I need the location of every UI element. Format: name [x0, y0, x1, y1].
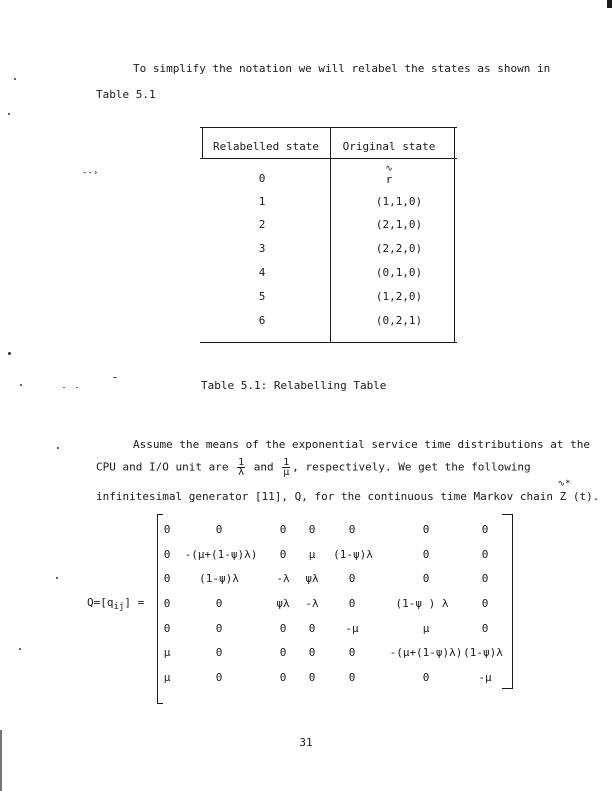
matrix-cell: 0	[348, 646, 356, 659]
matrix-cell: (1-ψ)λ	[463, 646, 503, 659]
matrix-cell: 0	[163, 548, 171, 561]
matrix-cell: -μ	[478, 671, 492, 684]
matrix-cell: ψλ	[305, 572, 319, 585]
matrix-cell: (1-ψ)λ	[199, 572, 239, 585]
matrix-cell: μ	[163, 646, 171, 659]
fraction-denominator: μ	[283, 467, 290, 478]
scan-speck	[8, 352, 11, 355]
fraction-one-over-mu	[282, 458, 290, 477]
table-cell-relabelled: 4	[258, 266, 266, 279]
tilde-mark: ∿	[385, 164, 393, 174]
scan-speck	[113, 377, 117, 378]
scan-edge-mark	[0, 730, 2, 791]
table-cell-relabelled: 2	[258, 218, 266, 231]
para-line-2-and: and	[253, 460, 274, 474]
para-line-3-start: infinitesimal generator [11], Q, for the continuous time Markov chain	[96, 490, 553, 503]
matrix-cell: 0	[481, 523, 489, 536]
matrix-cell: μ	[422, 622, 430, 635]
table-header-original: Original state	[342, 140, 436, 153]
table-cell-original: (1,1,0)	[375, 195, 423, 208]
tilde-star-mark: ∿*	[557, 479, 571, 489]
matrix-cell: 0	[481, 622, 489, 635]
markov-chain-symbol: Z	[559, 490, 567, 503]
matrix-cell: 0	[481, 597, 489, 610]
para-line-2	[96, 458, 531, 477]
matrix-cell: 0	[348, 572, 356, 585]
fraction-denominator: λ	[238, 467, 245, 478]
table-cell-original: (1,2,0)	[375, 290, 423, 303]
matrix-cell: 0	[163, 523, 171, 536]
matrix-cell: 0	[279, 622, 287, 635]
para-line-3-end: (t).	[572, 490, 600, 503]
matrix-cell: 0	[279, 646, 287, 659]
table-cell-original: (0,1,0)	[375, 266, 423, 279]
scan-speck	[8, 113, 10, 115]
matrix-cell: 0	[163, 597, 171, 610]
matrix-cell: 0	[215, 646, 223, 659]
matrix-cell: 0	[481, 572, 489, 585]
matrix-cell: 0	[308, 646, 316, 659]
table-cell-original: (2,1,0)	[375, 218, 423, 231]
table-cell-relabelled: 6	[258, 314, 266, 327]
matrix-cell: 0	[308, 523, 316, 536]
table-header-relabelled: Relabelled state	[213, 140, 319, 153]
matrix-cell: (1-ψ)λ	[333, 548, 373, 561]
matrix-cell: -(μ+(1-ψ)λ)	[389, 646, 463, 659]
matrix-cell: 0	[215, 671, 223, 684]
fraction-one-over-lambda	[237, 458, 245, 477]
table-cell-original: (0,2,1)	[375, 314, 423, 327]
table-cell-original	[385, 166, 393, 186]
matrix-label-text: Q=[q	[87, 596, 114, 609]
matrix-cell: 0	[279, 523, 287, 536]
matrix-cell: μ	[308, 548, 316, 561]
table-cell-relabelled: 5	[258, 290, 266, 303]
matrix-cell: 0	[215, 523, 223, 536]
scan-speck	[57, 447, 59, 449]
matrix-cell: 0	[422, 671, 430, 684]
para-line-3	[96, 479, 600, 503]
matrix-cell: 0	[348, 597, 356, 610]
matrix-cell: 0	[279, 548, 287, 561]
matrix-cell: 0	[308, 671, 316, 684]
scan-speck	[63, 387, 65, 388]
matrix-cell: 0	[481, 548, 489, 561]
matrix-cell: ψλ	[276, 597, 290, 610]
matrix-label-subscript: ij	[113, 602, 125, 613]
table-cell-relabelled: 0	[258, 172, 266, 185]
table-caption: Table 5.1: Relabelling Table	[201, 379, 387, 392]
matrix-cell: 0	[163, 622, 171, 635]
matrix-cell: 0	[308, 622, 316, 635]
table-cell-relabelled: 3	[258, 242, 266, 255]
matrix-cell: 0	[422, 572, 430, 585]
scan-speck	[56, 577, 58, 579]
para-line-2-start: CPU and I/O unit are	[96, 460, 229, 474]
matrix-label	[87, 596, 144, 612]
matrix-cell: 0	[348, 523, 356, 536]
matrix-cell: 0	[422, 548, 430, 561]
matrix-label-end: ] =	[124, 596, 145, 609]
matrix-cell: μ	[163, 671, 171, 684]
table-cell-original-value: r	[385, 173, 393, 186]
para-line-1: Assume the means of the exponential service time distributions at the	[133, 438, 590, 451]
scan-speck	[19, 648, 21, 650]
margin-mark: --›	[82, 168, 99, 178]
fraction-numerator: 1	[238, 457, 245, 468]
scan-edge-mark	[607, 0, 612, 8]
matrix-cell: 0	[163, 572, 171, 585]
matrix-cell: 0	[215, 597, 223, 610]
intro-line-1: To simplify the notation we will relabel the states as shown in	[133, 62, 551, 75]
matrix-cell: -(μ+(1-ψ)λ)	[184, 548, 258, 561]
table-cell-original: (2,2,0)	[375, 242, 423, 255]
matrix-cell: -λ	[276, 572, 290, 585]
table-cell-relabelled: 1	[258, 195, 266, 208]
page-number: 31	[299, 736, 313, 749]
para-line-2-end: , respectively. We get the following	[292, 460, 531, 474]
scan-speck	[76, 387, 78, 388]
matrix-cell: 0	[348, 671, 356, 684]
matrix-cell: 0	[215, 622, 223, 635]
matrix-cell: -μ	[345, 622, 359, 635]
scan-speck	[20, 384, 22, 386]
intro-line-2: Table 5.1	[96, 88, 156, 101]
matrix-cell: 0	[422, 523, 430, 536]
matrix-cell: -λ	[305, 597, 319, 610]
matrix-cell: (1-ψ ) λ	[395, 597, 449, 610]
matrix-cell: 0	[279, 671, 287, 684]
scan-speck	[14, 78, 16, 80]
fraction-numerator: 1	[283, 457, 290, 468]
